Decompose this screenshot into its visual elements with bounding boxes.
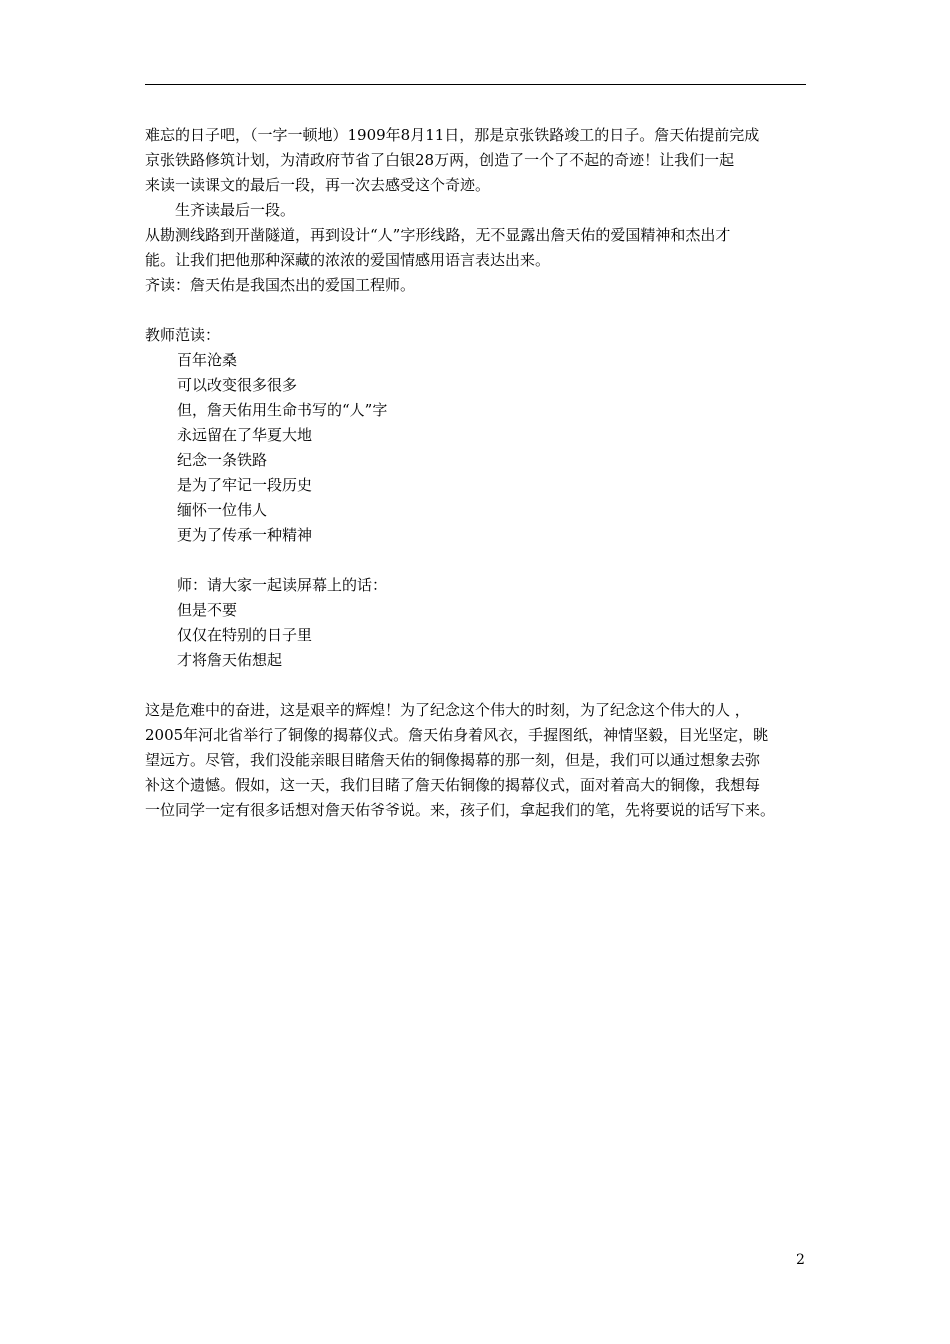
poem-line: 更为了传承一种精神 — [177, 526, 313, 544]
paragraph-line: 一位同学一定有很多话想对詹天佑爷爷说。来，孩子们，拿起我们的笔，先将要说的话写下来。 — [145, 801, 776, 819]
page-number: 2 — [796, 1252, 805, 1268]
teacher-prompt: 师：请大家一起读屏幕上的话： — [177, 576, 388, 594]
paragraph-line: 望远方。尽管，我们没能亲眼目睹詹天佑的铜像揭幕的那一刻，但是，我们可以通过想象去弥 — [145, 751, 761, 769]
poem-line: 永远留在了华夏大地 — [177, 426, 313, 444]
paragraph-line: 京张铁路修筑计划，为清政府节省了白银28万两，创造了一个了不起的奇迹！让我们一起 — [145, 151, 735, 169]
paragraph-line: 难忘的日子吧，（一字一顿地）1909年8月11日，那是京张铁路竣工的日子。詹天佑提前完成 — [145, 126, 760, 144]
poem-line: 才将詹天佑想起 — [177, 651, 283, 669]
poem-line: 是为了牢记一段历史 — [177, 476, 313, 494]
blank-line — [145, 298, 810, 323]
header-rule — [145, 84, 806, 85]
blank-line — [145, 673, 810, 698]
chorus-line: 齐读：詹天佑是我国杰出的爱国工程师。 — [145, 276, 416, 294]
poem-line: 但，詹天佑用生命书写的“人”字 — [177, 401, 388, 419]
teacher-model-label: 教师范读： — [145, 326, 221, 344]
poem-line: 可以改变很多很多 — [177, 376, 298, 394]
paragraph-line: 这是危难中的奋进，这是艰辛的辉煌！为了纪念这个伟大的时刻，为了纪念这个伟大的人 ， — [145, 701, 750, 719]
paragraph-line: 从勘测线路到开凿隧道，再到设计“人”字形线路，无不显露出詹天佑的爱国精神和杰出才 — [145, 226, 731, 244]
poem-line: 仅仅在特别的日子里 — [177, 626, 313, 644]
paragraph-line: 补这个遗憾。假如，这一天，我们目睹了詹天佑铜像的揭幕仪式，面对着高大的铜像，我想每 — [145, 776, 761, 794]
blank-line — [145, 548, 810, 573]
poem-line: 百年沧桑 — [177, 351, 238, 369]
paragraph-line: 2005年河北省举行了铜像的揭幕仪式。詹天佑身着风衣，手握图纸，神情坚毅，目光坚定，眺 — [145, 726, 769, 744]
paragraph-line: 来读一读课文的最后一段，再一次去感受这个奇迹。 — [145, 176, 491, 194]
paragraph-line: 能。让我们把他那种深藏的浓浓的爱国情感用语言表达出来。 — [145, 251, 551, 269]
student-read-line: 生齐读最后一段。 — [175, 201, 296, 219]
poem-line: 但是不要 — [177, 601, 238, 619]
poem-line: 纪念一条铁路 — [177, 451, 268, 469]
poem-line: 缅怀一位伟人 — [177, 501, 268, 519]
document-body — [145, 123, 810, 823]
